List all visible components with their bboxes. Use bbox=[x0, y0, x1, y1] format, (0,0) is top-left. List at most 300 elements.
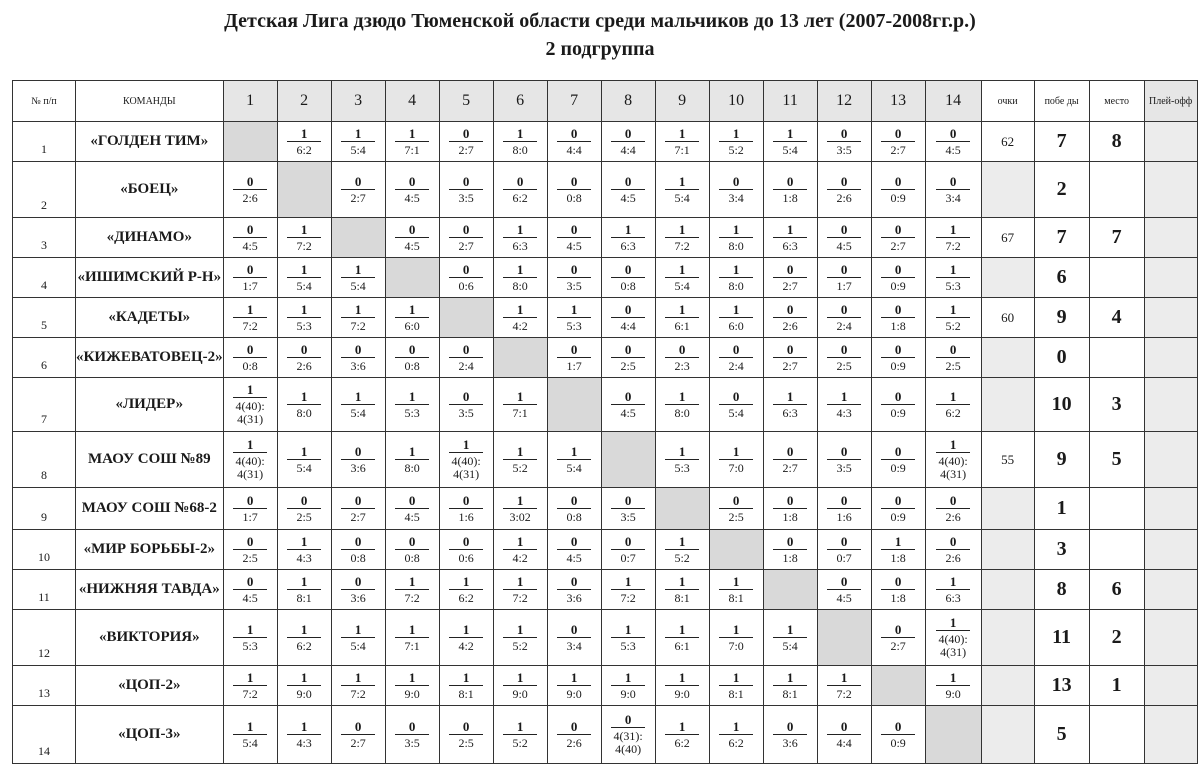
result-divider bbox=[719, 459, 753, 460]
match-result: 1 bbox=[246, 621, 254, 637]
match-result: 0 bbox=[462, 533, 470, 549]
match-score: 0:9 bbox=[890, 735, 906, 750]
score-cell bbox=[493, 378, 547, 432]
score-cell bbox=[331, 258, 385, 298]
result-divider bbox=[881, 508, 915, 509]
match-result: 1 bbox=[246, 437, 254, 452]
result-divider bbox=[827, 685, 861, 686]
match-score: 5:3 bbox=[404, 405, 420, 420]
score-cell bbox=[331, 666, 385, 706]
score-cell bbox=[871, 258, 925, 298]
match-result: 0 bbox=[894, 341, 902, 357]
wins-cell: 9 bbox=[1034, 298, 1089, 338]
match-result: 1 bbox=[300, 301, 308, 317]
score-cell bbox=[601, 162, 655, 218]
match-result: 0 bbox=[786, 173, 794, 189]
match-score: 4(40): 4(31) bbox=[451, 454, 481, 481]
score-cell bbox=[439, 162, 493, 218]
result-divider bbox=[827, 237, 861, 238]
result-divider bbox=[773, 459, 807, 460]
match-score: 0:6 bbox=[458, 278, 474, 293]
score-cell bbox=[925, 258, 981, 298]
match-score: 1:8 bbox=[782, 190, 798, 205]
match-result: 1 bbox=[678, 301, 686, 317]
score-cell bbox=[331, 610, 385, 666]
match-score: 0:8 bbox=[404, 358, 420, 373]
result-divider bbox=[233, 452, 267, 453]
match-score: 8:0 bbox=[296, 405, 312, 420]
result-divider bbox=[719, 637, 753, 638]
match-score: 5:3 bbox=[620, 638, 636, 653]
result-divider bbox=[665, 685, 699, 686]
result-divider bbox=[233, 589, 267, 590]
match-score: 7:1 bbox=[404, 142, 420, 157]
result-divider bbox=[395, 549, 429, 550]
match-result: 0 bbox=[894, 221, 902, 237]
result-divider bbox=[773, 685, 807, 686]
match-result: 0 bbox=[354, 533, 362, 549]
score-cell bbox=[385, 530, 439, 570]
match-result: 1 bbox=[408, 669, 416, 685]
result-divider bbox=[936, 237, 970, 238]
match-score: 1:7 bbox=[242, 278, 258, 293]
result-divider bbox=[936, 452, 970, 453]
row-number: 5 bbox=[13, 298, 76, 338]
match-result: 0 bbox=[840, 301, 848, 317]
page-title: Детская Лига дзюдо Тюменской области среди мальчиков до 13 лет (2007-2008гг.р.) bbox=[224, 10, 976, 32]
score-cell bbox=[385, 378, 439, 432]
score-cell bbox=[277, 218, 331, 258]
score-cell bbox=[277, 432, 331, 488]
result-divider bbox=[449, 189, 483, 190]
result-divider bbox=[936, 508, 970, 509]
score-cell bbox=[385, 706, 439, 764]
score-cell bbox=[871, 122, 925, 162]
score-cell bbox=[709, 122, 763, 162]
result-divider bbox=[827, 589, 861, 590]
result-divider bbox=[773, 141, 807, 142]
match-score: 3:5 bbox=[620, 509, 636, 524]
score-cell bbox=[763, 666, 817, 706]
playoff-cell bbox=[1144, 666, 1197, 706]
score-cell bbox=[709, 610, 763, 666]
result-divider bbox=[341, 589, 375, 590]
match-score: 6:2 bbox=[296, 142, 312, 157]
result-divider bbox=[881, 357, 915, 358]
result-divider bbox=[287, 459, 321, 460]
score-cell bbox=[223, 338, 277, 378]
score-cell bbox=[709, 432, 763, 488]
result-divider bbox=[449, 141, 483, 142]
result-divider bbox=[395, 589, 429, 590]
score-cell bbox=[925, 378, 981, 432]
result-divider bbox=[287, 141, 321, 142]
match-score: 8:1 bbox=[728, 590, 744, 605]
result-divider bbox=[287, 237, 321, 238]
result-divider bbox=[341, 508, 375, 509]
match-result: 1 bbox=[732, 621, 740, 637]
match-result: 1 bbox=[246, 301, 254, 317]
match-result: 1 bbox=[678, 573, 686, 589]
result-divider bbox=[611, 317, 645, 318]
result-divider bbox=[233, 277, 267, 278]
header-row bbox=[13, 81, 1198, 122]
table-row bbox=[13, 298, 1198, 338]
score-cell bbox=[817, 162, 871, 218]
match-result: 1 bbox=[462, 437, 470, 452]
result-divider bbox=[395, 734, 429, 735]
match-score: 4:2 bbox=[512, 318, 528, 333]
score-cell bbox=[709, 488, 763, 530]
match-result: 0 bbox=[624, 533, 632, 549]
header-points: очки bbox=[981, 81, 1034, 122]
result-divider bbox=[936, 630, 970, 631]
row-number: 7 bbox=[13, 378, 76, 432]
match-result: 0 bbox=[894, 388, 902, 404]
table-row bbox=[13, 432, 1198, 488]
match-score: 2:3 bbox=[674, 358, 690, 373]
match-score: 2:5 bbox=[620, 358, 636, 373]
match-result: 0 bbox=[949, 125, 957, 141]
match-result: 1 bbox=[732, 718, 740, 734]
diagonal-cell bbox=[871, 666, 925, 706]
score-cell bbox=[601, 610, 655, 666]
score-cell bbox=[655, 610, 709, 666]
match-score: 0:9 bbox=[890, 190, 906, 205]
score-cell bbox=[655, 122, 709, 162]
score-cell bbox=[277, 258, 331, 298]
match-result: 1 bbox=[678, 669, 686, 685]
match-score: 3:6 bbox=[782, 735, 798, 750]
score-cell bbox=[493, 218, 547, 258]
result-divider bbox=[287, 549, 321, 550]
match-result: 1 bbox=[516, 301, 524, 317]
score-cell bbox=[277, 488, 331, 530]
score-cell bbox=[385, 122, 439, 162]
result-divider bbox=[449, 549, 483, 550]
result-divider bbox=[503, 237, 537, 238]
match-score: 2:5 bbox=[458, 735, 474, 750]
score-cell bbox=[223, 432, 277, 488]
match-result: 1 bbox=[516, 669, 524, 685]
score-cell bbox=[385, 432, 439, 488]
score-cell bbox=[439, 570, 493, 610]
match-score: 6:1 bbox=[674, 638, 690, 653]
score-cell bbox=[871, 338, 925, 378]
score-cell bbox=[601, 378, 655, 432]
match-result: 1 bbox=[949, 301, 957, 317]
match-score: 0:9 bbox=[890, 460, 906, 475]
score-cell bbox=[709, 570, 763, 610]
match-score: 7:1 bbox=[674, 142, 690, 157]
result-divider bbox=[557, 549, 591, 550]
match-score: 2:6 bbox=[836, 190, 852, 205]
table-row bbox=[13, 666, 1198, 706]
match-score: 4:5 bbox=[566, 238, 582, 253]
match-score: 6:3 bbox=[620, 238, 636, 253]
score-cell bbox=[763, 488, 817, 530]
result-divider bbox=[557, 685, 591, 686]
match-result: 0 bbox=[246, 221, 254, 237]
score-cell bbox=[601, 298, 655, 338]
result-divider bbox=[611, 549, 645, 550]
result-divider bbox=[827, 508, 861, 509]
match-result: 1 bbox=[732, 125, 740, 141]
diagonal-cell bbox=[277, 162, 331, 218]
match-score: 6:2 bbox=[674, 735, 690, 750]
score-cell bbox=[925, 488, 981, 530]
match-score: 4(31): 4(40) bbox=[613, 729, 643, 756]
match-result: 1 bbox=[678, 533, 686, 549]
result-divider bbox=[936, 357, 970, 358]
match-result: 0 bbox=[678, 341, 686, 357]
match-result: 1 bbox=[408, 443, 416, 459]
score-cell bbox=[223, 666, 277, 706]
header-team: КОМАНДЫ bbox=[76, 81, 224, 122]
result-divider bbox=[773, 734, 807, 735]
score-cell bbox=[331, 488, 385, 530]
match-score: 2:7 bbox=[890, 238, 906, 253]
match-result: 0 bbox=[732, 388, 740, 404]
result-divider bbox=[449, 404, 483, 405]
result-divider bbox=[449, 685, 483, 686]
result-divider bbox=[449, 277, 483, 278]
header-col-9: 9 bbox=[655, 81, 709, 122]
score-cell bbox=[223, 298, 277, 338]
match-score: 1:8 bbox=[890, 318, 906, 333]
match-result: 1 bbox=[678, 621, 686, 637]
result-divider bbox=[557, 317, 591, 318]
result-divider bbox=[449, 357, 483, 358]
header-col-11: 11 bbox=[763, 81, 817, 122]
match-result: 0 bbox=[300, 492, 308, 508]
match-result: 0 bbox=[408, 341, 416, 357]
playoff-cell bbox=[1144, 610, 1197, 666]
match-score: 7:1 bbox=[404, 638, 420, 653]
header-col-7: 7 bbox=[547, 81, 601, 122]
playoff-cell bbox=[1144, 298, 1197, 338]
match-result: 1 bbox=[786, 125, 794, 141]
match-score: 6:0 bbox=[404, 318, 420, 333]
score-cell bbox=[223, 258, 277, 298]
match-result: 1 bbox=[570, 443, 578, 459]
match-score: 0:8 bbox=[620, 278, 636, 293]
team-name: «КАДЕТЫ» bbox=[76, 298, 224, 338]
score-cell bbox=[331, 298, 385, 338]
playoff-cell bbox=[1144, 530, 1197, 570]
score-cell bbox=[925, 570, 981, 610]
match-score: 6:2 bbox=[458, 590, 474, 605]
row-number: 2 bbox=[13, 162, 76, 218]
match-result: 0 bbox=[840, 533, 848, 549]
result-divider bbox=[936, 317, 970, 318]
match-score: 2:7 bbox=[458, 142, 474, 157]
wins-cell: 11 bbox=[1034, 610, 1089, 666]
score-cell bbox=[655, 666, 709, 706]
result-divider bbox=[233, 357, 267, 358]
table-row bbox=[13, 530, 1198, 570]
points-cell bbox=[981, 530, 1034, 570]
match-result: 0 bbox=[246, 341, 254, 357]
score-cell bbox=[817, 570, 871, 610]
match-score: 4(40): 4(31) bbox=[235, 454, 265, 481]
wins-cell: 7 bbox=[1034, 122, 1089, 162]
playoff-cell bbox=[1144, 488, 1197, 530]
result-divider bbox=[395, 508, 429, 509]
diagonal-cell bbox=[493, 338, 547, 378]
match-score: 8:1 bbox=[674, 590, 690, 605]
score-cell bbox=[385, 162, 439, 218]
score-cell bbox=[385, 298, 439, 338]
score-cell bbox=[871, 162, 925, 218]
score-cell bbox=[601, 666, 655, 706]
match-result: 1 bbox=[246, 718, 254, 734]
points-cell bbox=[981, 258, 1034, 298]
result-divider bbox=[611, 189, 645, 190]
header-col-2: 2 bbox=[277, 81, 331, 122]
match-result: 0 bbox=[840, 341, 848, 357]
result-divider bbox=[503, 637, 537, 638]
match-score: 8:0 bbox=[728, 278, 744, 293]
match-score: 4:5 bbox=[620, 405, 636, 420]
match-score: 4:5 bbox=[404, 509, 420, 524]
score-cell bbox=[763, 258, 817, 298]
match-result: 0 bbox=[246, 261, 254, 277]
match-score: 7:2 bbox=[674, 238, 690, 253]
result-divider bbox=[665, 549, 699, 550]
score-cell bbox=[655, 432, 709, 488]
match-result: 1 bbox=[354, 261, 362, 277]
result-divider bbox=[449, 508, 483, 509]
match-result: 0 bbox=[354, 443, 362, 459]
diagonal-cell bbox=[385, 258, 439, 298]
match-score: 8:1 bbox=[296, 590, 312, 605]
match-result: 0 bbox=[786, 492, 794, 508]
match-score: 2:7 bbox=[890, 142, 906, 157]
match-score: 2:7 bbox=[782, 278, 798, 293]
result-divider bbox=[449, 589, 483, 590]
result-divider bbox=[233, 685, 267, 686]
match-score: 7:2 bbox=[836, 686, 852, 701]
score-cell bbox=[439, 258, 493, 298]
page-subtitle: 2 подгруппа bbox=[545, 38, 655, 60]
score-cell bbox=[763, 432, 817, 488]
score-cell bbox=[601, 218, 655, 258]
score-cell bbox=[547, 218, 601, 258]
match-result: 0 bbox=[840, 573, 848, 589]
match-result: 0 bbox=[246, 173, 254, 189]
score-cell bbox=[925, 530, 981, 570]
result-divider bbox=[611, 357, 645, 358]
result-divider bbox=[936, 685, 970, 686]
playoff-cell bbox=[1144, 570, 1197, 610]
result-divider bbox=[719, 237, 753, 238]
score-cell bbox=[223, 706, 277, 764]
score-cell bbox=[493, 666, 547, 706]
score-cell bbox=[277, 378, 331, 432]
result-divider bbox=[719, 508, 753, 509]
score-cell bbox=[817, 258, 871, 298]
result-divider bbox=[611, 237, 645, 238]
result-divider bbox=[881, 589, 915, 590]
score-cell bbox=[655, 162, 709, 218]
match-score: 2:4 bbox=[836, 318, 852, 333]
score-cell bbox=[439, 218, 493, 258]
header-wins: побе ды bbox=[1034, 81, 1089, 122]
result-divider bbox=[449, 237, 483, 238]
score-cell bbox=[493, 162, 547, 218]
row-number: 4 bbox=[13, 258, 76, 298]
match-score: 7:2 bbox=[242, 686, 258, 701]
wins-cell: 9 bbox=[1034, 432, 1089, 488]
result-divider bbox=[395, 357, 429, 358]
match-result: 0 bbox=[462, 173, 470, 189]
match-score: 6:3 bbox=[945, 590, 961, 605]
match-score: 2:5 bbox=[836, 358, 852, 373]
header-col-1: 1 bbox=[223, 81, 277, 122]
match-score: 4:5 bbox=[404, 238, 420, 253]
result-divider bbox=[665, 277, 699, 278]
score-cell bbox=[277, 338, 331, 378]
match-result: 1 bbox=[516, 221, 524, 237]
score-cell bbox=[655, 706, 709, 764]
match-result: 0 bbox=[570, 125, 578, 141]
score-cell bbox=[493, 530, 547, 570]
result-divider bbox=[611, 277, 645, 278]
match-result: 1 bbox=[732, 573, 740, 589]
score-cell bbox=[493, 122, 547, 162]
result-divider bbox=[881, 549, 915, 550]
match-result: 0 bbox=[786, 718, 794, 734]
playoff-cell bbox=[1144, 162, 1197, 218]
match-result: 0 bbox=[786, 341, 794, 357]
score-cell bbox=[925, 162, 981, 218]
score-cell bbox=[817, 666, 871, 706]
table-row bbox=[13, 378, 1198, 432]
result-divider bbox=[936, 141, 970, 142]
match-result: 0 bbox=[624, 388, 632, 404]
result-divider bbox=[395, 459, 429, 460]
match-score: 4:4 bbox=[620, 318, 636, 333]
score-cell bbox=[817, 432, 871, 488]
result-divider bbox=[665, 459, 699, 460]
match-score: 3:5 bbox=[458, 190, 474, 205]
match-result: 1 bbox=[624, 573, 632, 589]
score-cell bbox=[925, 218, 981, 258]
score-cell bbox=[331, 162, 385, 218]
result-divider bbox=[773, 277, 807, 278]
result-divider bbox=[719, 317, 753, 318]
score-cell bbox=[655, 530, 709, 570]
result-divider bbox=[611, 637, 645, 638]
match-result: 0 bbox=[624, 261, 632, 277]
result-divider bbox=[936, 589, 970, 590]
result-divider bbox=[719, 404, 753, 405]
result-divider bbox=[665, 189, 699, 190]
match-result: 0 bbox=[624, 301, 632, 317]
match-result: 0 bbox=[786, 533, 794, 549]
score-cell bbox=[385, 338, 439, 378]
match-result: 0 bbox=[408, 173, 416, 189]
result-divider bbox=[827, 317, 861, 318]
match-result: 1 bbox=[408, 573, 416, 589]
team-name: «ЦОП-3» bbox=[76, 706, 224, 764]
match-score: 3:6 bbox=[350, 460, 366, 475]
points-cell: 67 bbox=[981, 218, 1034, 258]
place-cell: 6 bbox=[1089, 570, 1144, 610]
score-cell bbox=[655, 298, 709, 338]
points-cell bbox=[981, 570, 1034, 610]
